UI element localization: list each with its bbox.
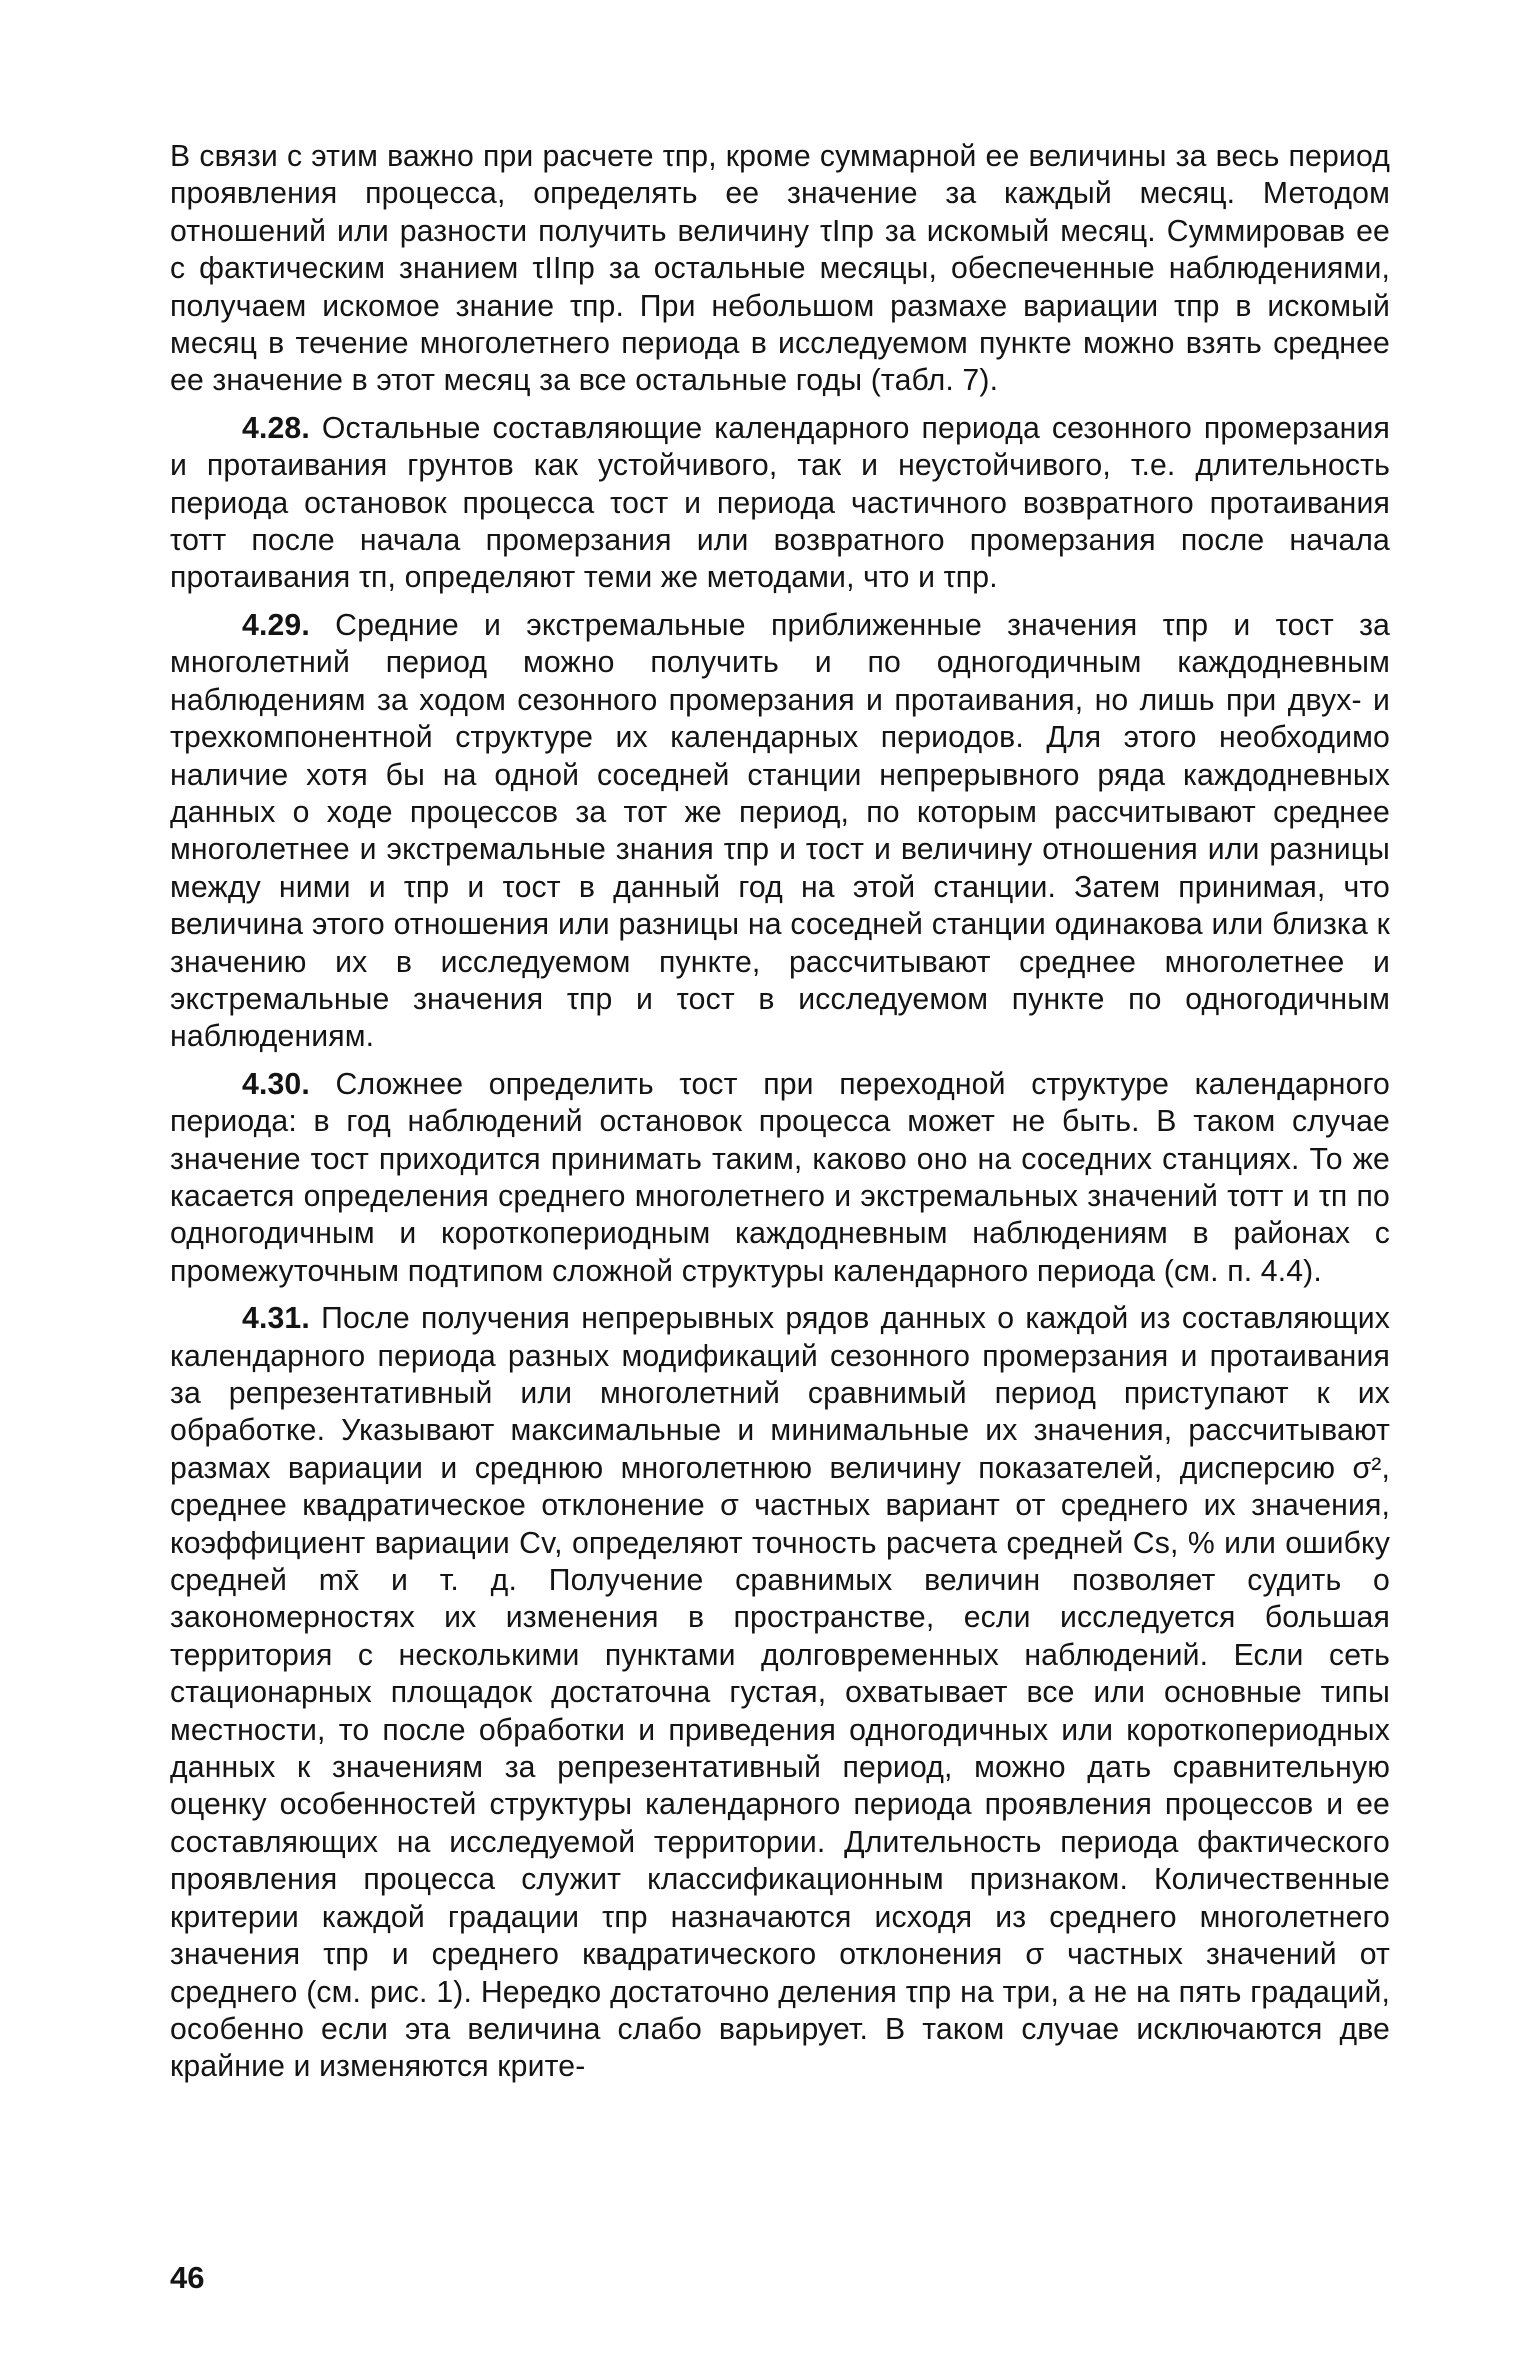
paragraph-text: Остальные составляющие календарного периода сезонного промерзания и протаивания грунтов как устойчивого, так и неустойчивого, т.е. длительность периода остановок процесса τост и периода частичного возвратного протаивания τотт после начала промерзания или возвратного промерзания после начала протаивания τп, определяют теми же методами, что и τпр. [170, 411, 1390, 595]
paragraph [170, 1066, 1390, 1290]
paragraph-text: После получения непрерывных рядов данных о каждой из составляющих календарного периода разных модификаций сезонного промерзания и протаивания за репрезентативный или многолетний сравнимый период приступают к их обработке. Указывают максимальные и минимальные их значения, рассчитывают размах вариации и среднюю многолетнюю величину показателей, дисперсию σ², среднее квадратическое отклонение σ частных вариант от среднего их значения, коэффициент вариации Cv, определяют точность расчета средней Cs, % или ошибку средней mx̄ и т. д. Получение сравнимых величин позволяет судить о закономерностях их изменения в пространстве, если исследуется большая территория с несколькими пунктами долговременных наблюдений. Если сеть стационарных площадок достаточна густая, охватывает все или основные типы местности, то после обработки и приведения одногодичных или короткопериодных данных к значениям за репрезентативный период, можно дать сравнительную оценку особенностей структуры календарного периода проявления процессов и ее составляющих на исследуемой территории. Длительность периода фактического проявления процесса служит классификационным признаком. Количественные критерии каждой градации τпр назначаются исходя из среднего многолетнего значения τпр и среднего квадратического отклонения σ частных значений от среднего (см. рис. 1). Нередко достаточно деления τпр на три, а не на пять градаций, особенно если эта величина слабо варьирует. В таком случае исключаются две крайние и изменяются крите- [170, 1302, 1390, 2084]
paragraph [170, 138, 1390, 400]
paragraph [170, 1300, 1390, 2086]
page-number: 46 [170, 2260, 205, 2295]
body-text [170, 138, 1390, 2086]
section-number: 4.28. [242, 411, 310, 445]
paragraph-text: В связи с этим важно при расчете τпр, кроме суммарной ее величины за весь период проявления процесса, определять ее значение за каждый месяц. Методом отношений или разности получить величину τIпр за искомый месяц. Суммировав ее с фактическим знанием τIIпр за остальные месяцы, обеспеченные наблюдениями, получаем искомое знание τпр. При небольшом размахе вариации τпр в искомый месяц в течение многолетнего периода в исследуемом пункте можно взять среднее ее значение в этот месяц за все остальные годы (табл. 7). [170, 140, 1390, 398]
section-number: 4.31. [242, 1302, 310, 1336]
paragraph [170, 410, 1390, 597]
section-number: 4.29. [242, 608, 310, 642]
section-number: 4.30. [242, 1067, 310, 1101]
paragraph-text: Средние и экстремальные приближенные значения τпр и τост за многолетний период можно получить и по одногодичным каждодневным наблюдениям за ходом сезонного промерзания и протаивания, но лишь при двух- и трехкомпонентной структуре их календарных периодов. Для этого необходимо наличие хотя бы на одной соседней станции непрерывного ряда каждодневных данных о ходе процессов за тот же период, по которым рассчитывают среднее многолетнее и экстремальные знания τпр и τост и величину отношения или разницы между ними и τпр и τост в данный год на этой станции. Затем принимая, что величина этого отношения или разницы на соседней станции одинакова или близка к значению их в исследуемом пункте, рассчитывают среднее многолетнее и экстремальные значения τпр и τост в исследуемом пункте по одногодичным наблюдениям. [170, 608, 1390, 1054]
paragraph [170, 607, 1390, 1056]
paragraph-text: Сложнее определить τост при переходной структуре календарного периода: в год наблюдений остановок процесса может не быть. В таком случае значение τост приходится принимать таким, каково оно на соседних станциях. То же касается определения среднего многолетнего и экстремальных значений τотт и τп по одногодичным и короткопериодным каждодневным наблюдениям в районах с промежуточным подтипом сложной структуры календарного периода (см. п. 4.4). [170, 1067, 1390, 1288]
